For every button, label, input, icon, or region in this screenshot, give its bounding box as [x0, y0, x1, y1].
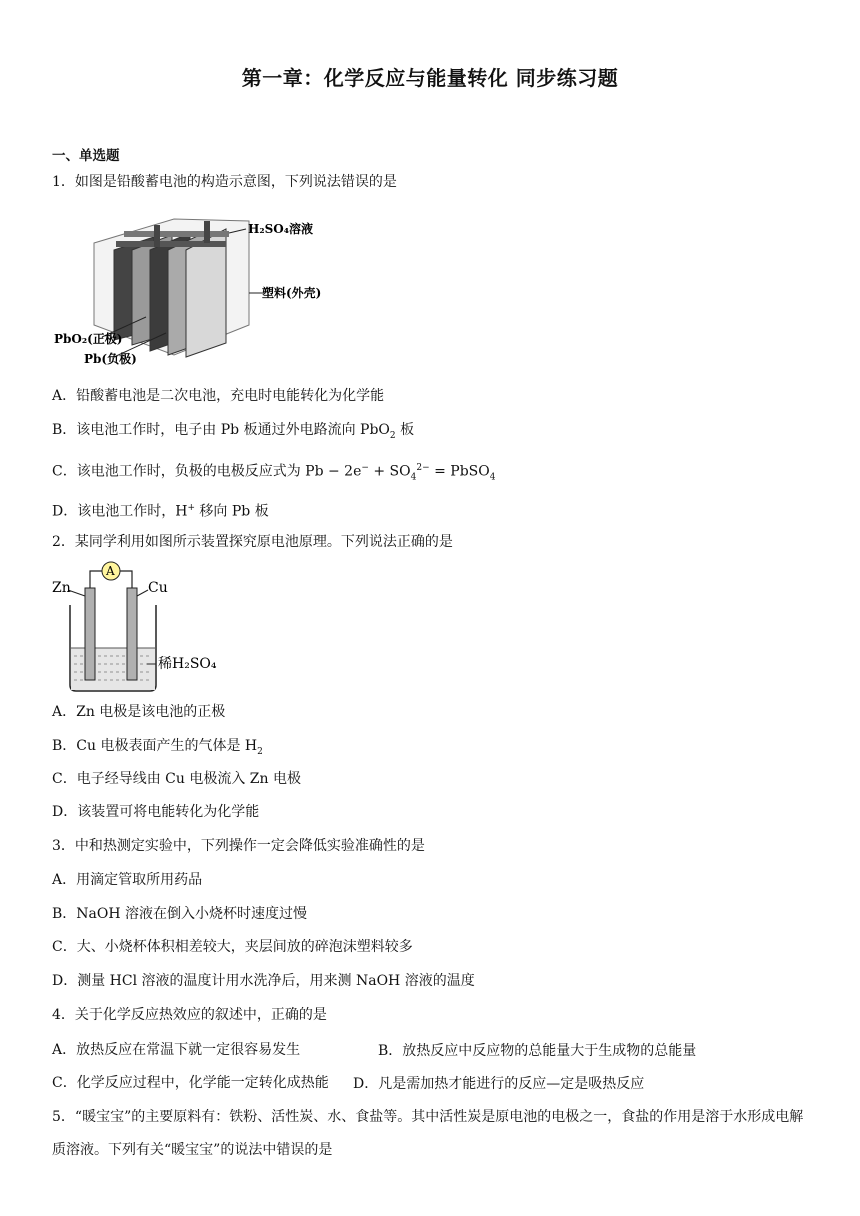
- h2so4-label: H₂SO₄溶液: [248, 222, 313, 236]
- q1-option-c: C．该电池工作时，负极的电极反应式为 $Pb - 2e^- + SO_4^{2-}$ = PbSO$_4$: [52, 463, 496, 483]
- plastic-case-label: 塑料(外壳): [262, 286, 322, 300]
- q4-option-c: C．化学反应过程中，化学能一定转化成热能: [52, 1075, 329, 1091]
- q4-option-a: A．放热反应在常温下就一定很容易发生: [52, 1042, 301, 1058]
- q3-option-d: D．测量 HCl 溶液的温度计用水洗净后，用来测 NaOH 溶液的温度: [52, 973, 475, 989]
- lead-acid-battery-figure: [54, 205, 354, 370]
- q2-option-b: B．Cu 电极表面产生的气体是 $H_2$: [52, 738, 263, 757]
- q2-option-a: A．Zn 电极是该电池的正极: [52, 704, 226, 720]
- question-3-stem: 3．中和热测定实验中，下列操作一定会降低实验准确性的是: [52, 838, 425, 854]
- cu-label: Cu: [148, 580, 168, 596]
- pbo2-label: PbO₂(正极): [54, 332, 123, 346]
- ammeter-icon: A: [106, 564, 115, 578]
- q3-option-a: A．用滴定管取所用药品: [52, 872, 203, 888]
- q2-option-c: C．电子经导线由 Cu 电极流入 Zn 电极: [52, 771, 301, 787]
- question-5-stem: 5．“暖宝宝”的主要原料有：铁粉、活性炭、水、食盐等。其中活性炭是原电池的电极之一，食盐的作用是溶于水形成电解质溶液。下列有关“暖宝宝”的说法中错误的是: [52, 1109, 804, 1158]
- q3-option-b: B．NaOH 溶液在倒入小烧杯时速度过慢: [52, 906, 308, 922]
- zn-label: Zn: [52, 580, 71, 596]
- question-1-stem: 1．如图是铅酸蓄电池的构造示意图，下列说法错误的是: [52, 174, 397, 190]
- q1-option-a: A．铅酸蓄电池是二次电池，充电时电能转化为化学能: [52, 388, 385, 404]
- acid-label: 稀H₂SO₄: [158, 656, 217, 672]
- page-title: 第一章：化学反应与能量转化 同步练习题: [241, 66, 619, 90]
- section-heading: 一、单选题: [52, 148, 120, 164]
- q1-option-d: D．该电池工作时，H+ 移向 Pb 板: [52, 503, 269, 520]
- question-2-stem: 2．某同学利用如图所示装置探究原电池原理。下列说法正确的是: [52, 534, 453, 550]
- pb-label: Pb(负极): [84, 352, 137, 366]
- question-4-stem: 4．关于化学反应热效应的叙述中，正确的是: [52, 1007, 327, 1023]
- q4-option-d: D．凡是需加热才能进行的反应—定是吸热反应: [353, 1076, 645, 1092]
- galvanic-cell-figure: [52, 560, 242, 695]
- q1-option-b: B．该电池工作时，电子由 Pb 板通过外电路流向 PbO$_2$ 板: [52, 422, 415, 441]
- q2-option-d: D．该装置可将电能转化为化学能: [52, 804, 260, 820]
- q4-option-b: B．放热反应中反应物的总能量大于生成物的总能量: [378, 1043, 697, 1059]
- q3-option-c: C．大、小烧杯体积相差较大，夹层间放的碎泡沫塑料较多: [52, 939, 413, 955]
